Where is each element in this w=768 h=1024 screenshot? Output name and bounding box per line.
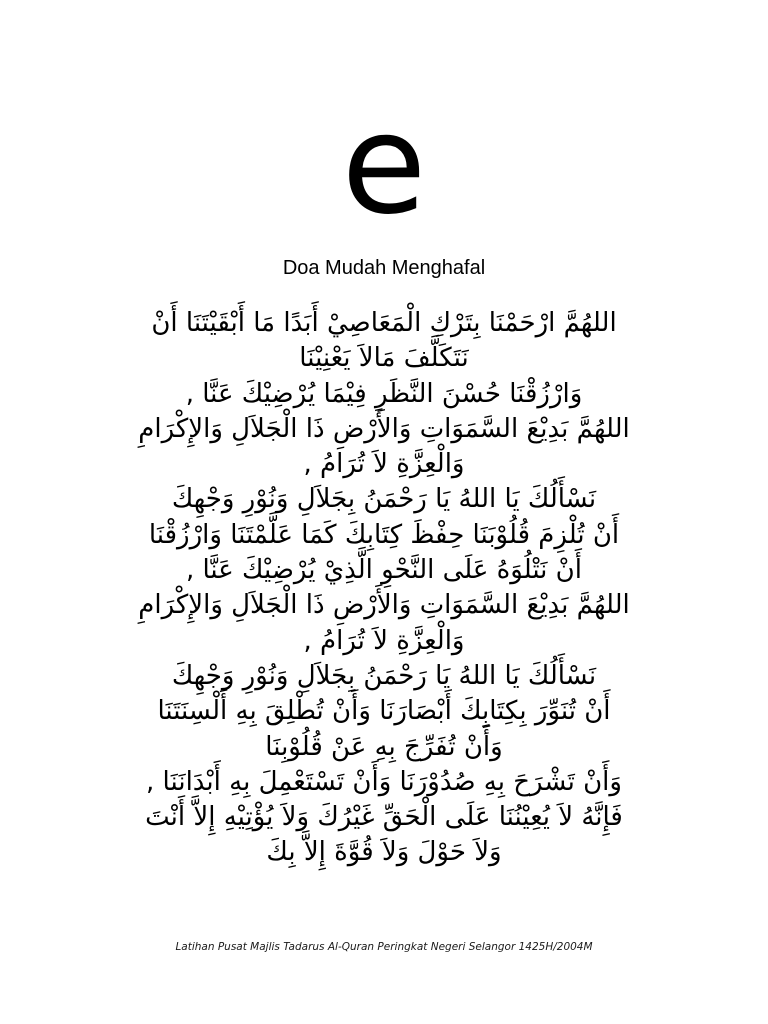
prayer-line-14: وَأَنْ تَشْرَحَ بِهِ صُدُوْرَنَا وَأَنْ تَسْتَعْمِلَ بِهِ أَبْدَانَنَا , (146, 766, 622, 797)
prayer-line-4: اللهُمَّ بَدِيْعَ السَّمَوَاتِ وَالأَرْضِ ذَا الْجَلاَلِ وَالإِكْرَامِ (138, 413, 630, 444)
prayer-line-10: وَالْعِزَّةِ لاَ تُرَامُ , (303, 625, 465, 656)
logo-letter-e: e (341, 84, 427, 245)
prayer-line-6: نَسْأَلُكَ يَا اللهُ يَا رَحْمَنُ بِجَلاَلِ وَنُوْرِ وَجْهِكَ (171, 484, 597, 515)
prayer-line-8: أَنْ نَتْلُوَهُ عَلَى النَّحْوِ الَّذِيْ يُرْضِيْكَ عَنَّا , (185, 555, 583, 586)
prayer-line-16: وَلاَ حَوْلَ وَلاَ قُوَّةَ إِلاَّ بِكَ (266, 837, 502, 868)
prayer-line-13: وَأَنْ تُفَرِّجَ بِهِ عَنْ قُلُوْبِنَا (265, 731, 503, 762)
prayer-line-11: نَسْأَلُكَ يَا اللهُ يَا رَحْمَنُ بِجَلاَلِ وَنُوْرِ وَجْهِكَ (171, 660, 597, 691)
page-title: Doa Mudah Menghafal (282, 257, 486, 279)
prayer-line-15: فَإِنَّهُ لاَ يُعِيْنُنَا عَلَى الْحَقِّ غَيْرُكَ وَلاَ يُؤْتِيْهِ إِلاَّ أَنْتَ (145, 802, 623, 833)
prayer-line-3: وَارْزُقْنَا حُسْنَ النَّظَرِ فِيْمَا يُرْضِيْكَ عَنَّا , (185, 378, 583, 409)
prayer-line-2: نَتَكَلَّفَ مَالاَ يَعْنِيْنَا (299, 343, 469, 374)
prayer-line-7: أَنْ تُلْزِمَ قُلُوْبَنَا حِفْظَ كِتَابِكَ كَمَا عَلَّمْتَنَا وَارْزُقْنَا (148, 519, 620, 550)
footer-caption: Latihan Pusat Majlis Tadarus Al-Quran Peringkat Negeri Selangor 1425H/2004M (175, 941, 593, 953)
prayer-line-1: اللهُمَّ ارْحَمْنَا بِتَرْكِ الْمَعَاصِيْ أَبَدًا مَا أَبْقَيْتَنَا أَنْ (151, 308, 617, 338)
prayer-line-9: اللهُمَّ بَدِيْعَ السَّمَوَاتِ وَالأَرْضِ ذَا الْجَلاَلِ وَالإِكْرَامِ (138, 590, 630, 621)
prayer-line-5: وَالْعِزَّةِ لاَ تُرَامُ , (303, 449, 465, 480)
prayer-text (84, 306, 684, 871)
prayer-line-12: أَنْ تُنَوِّرَ بِكِتَابِكَ أَبْصَارَنَا وَأَنْ تُطْلِقَ بِهِ أَلْسِنَتَنَا (157, 696, 611, 727)
